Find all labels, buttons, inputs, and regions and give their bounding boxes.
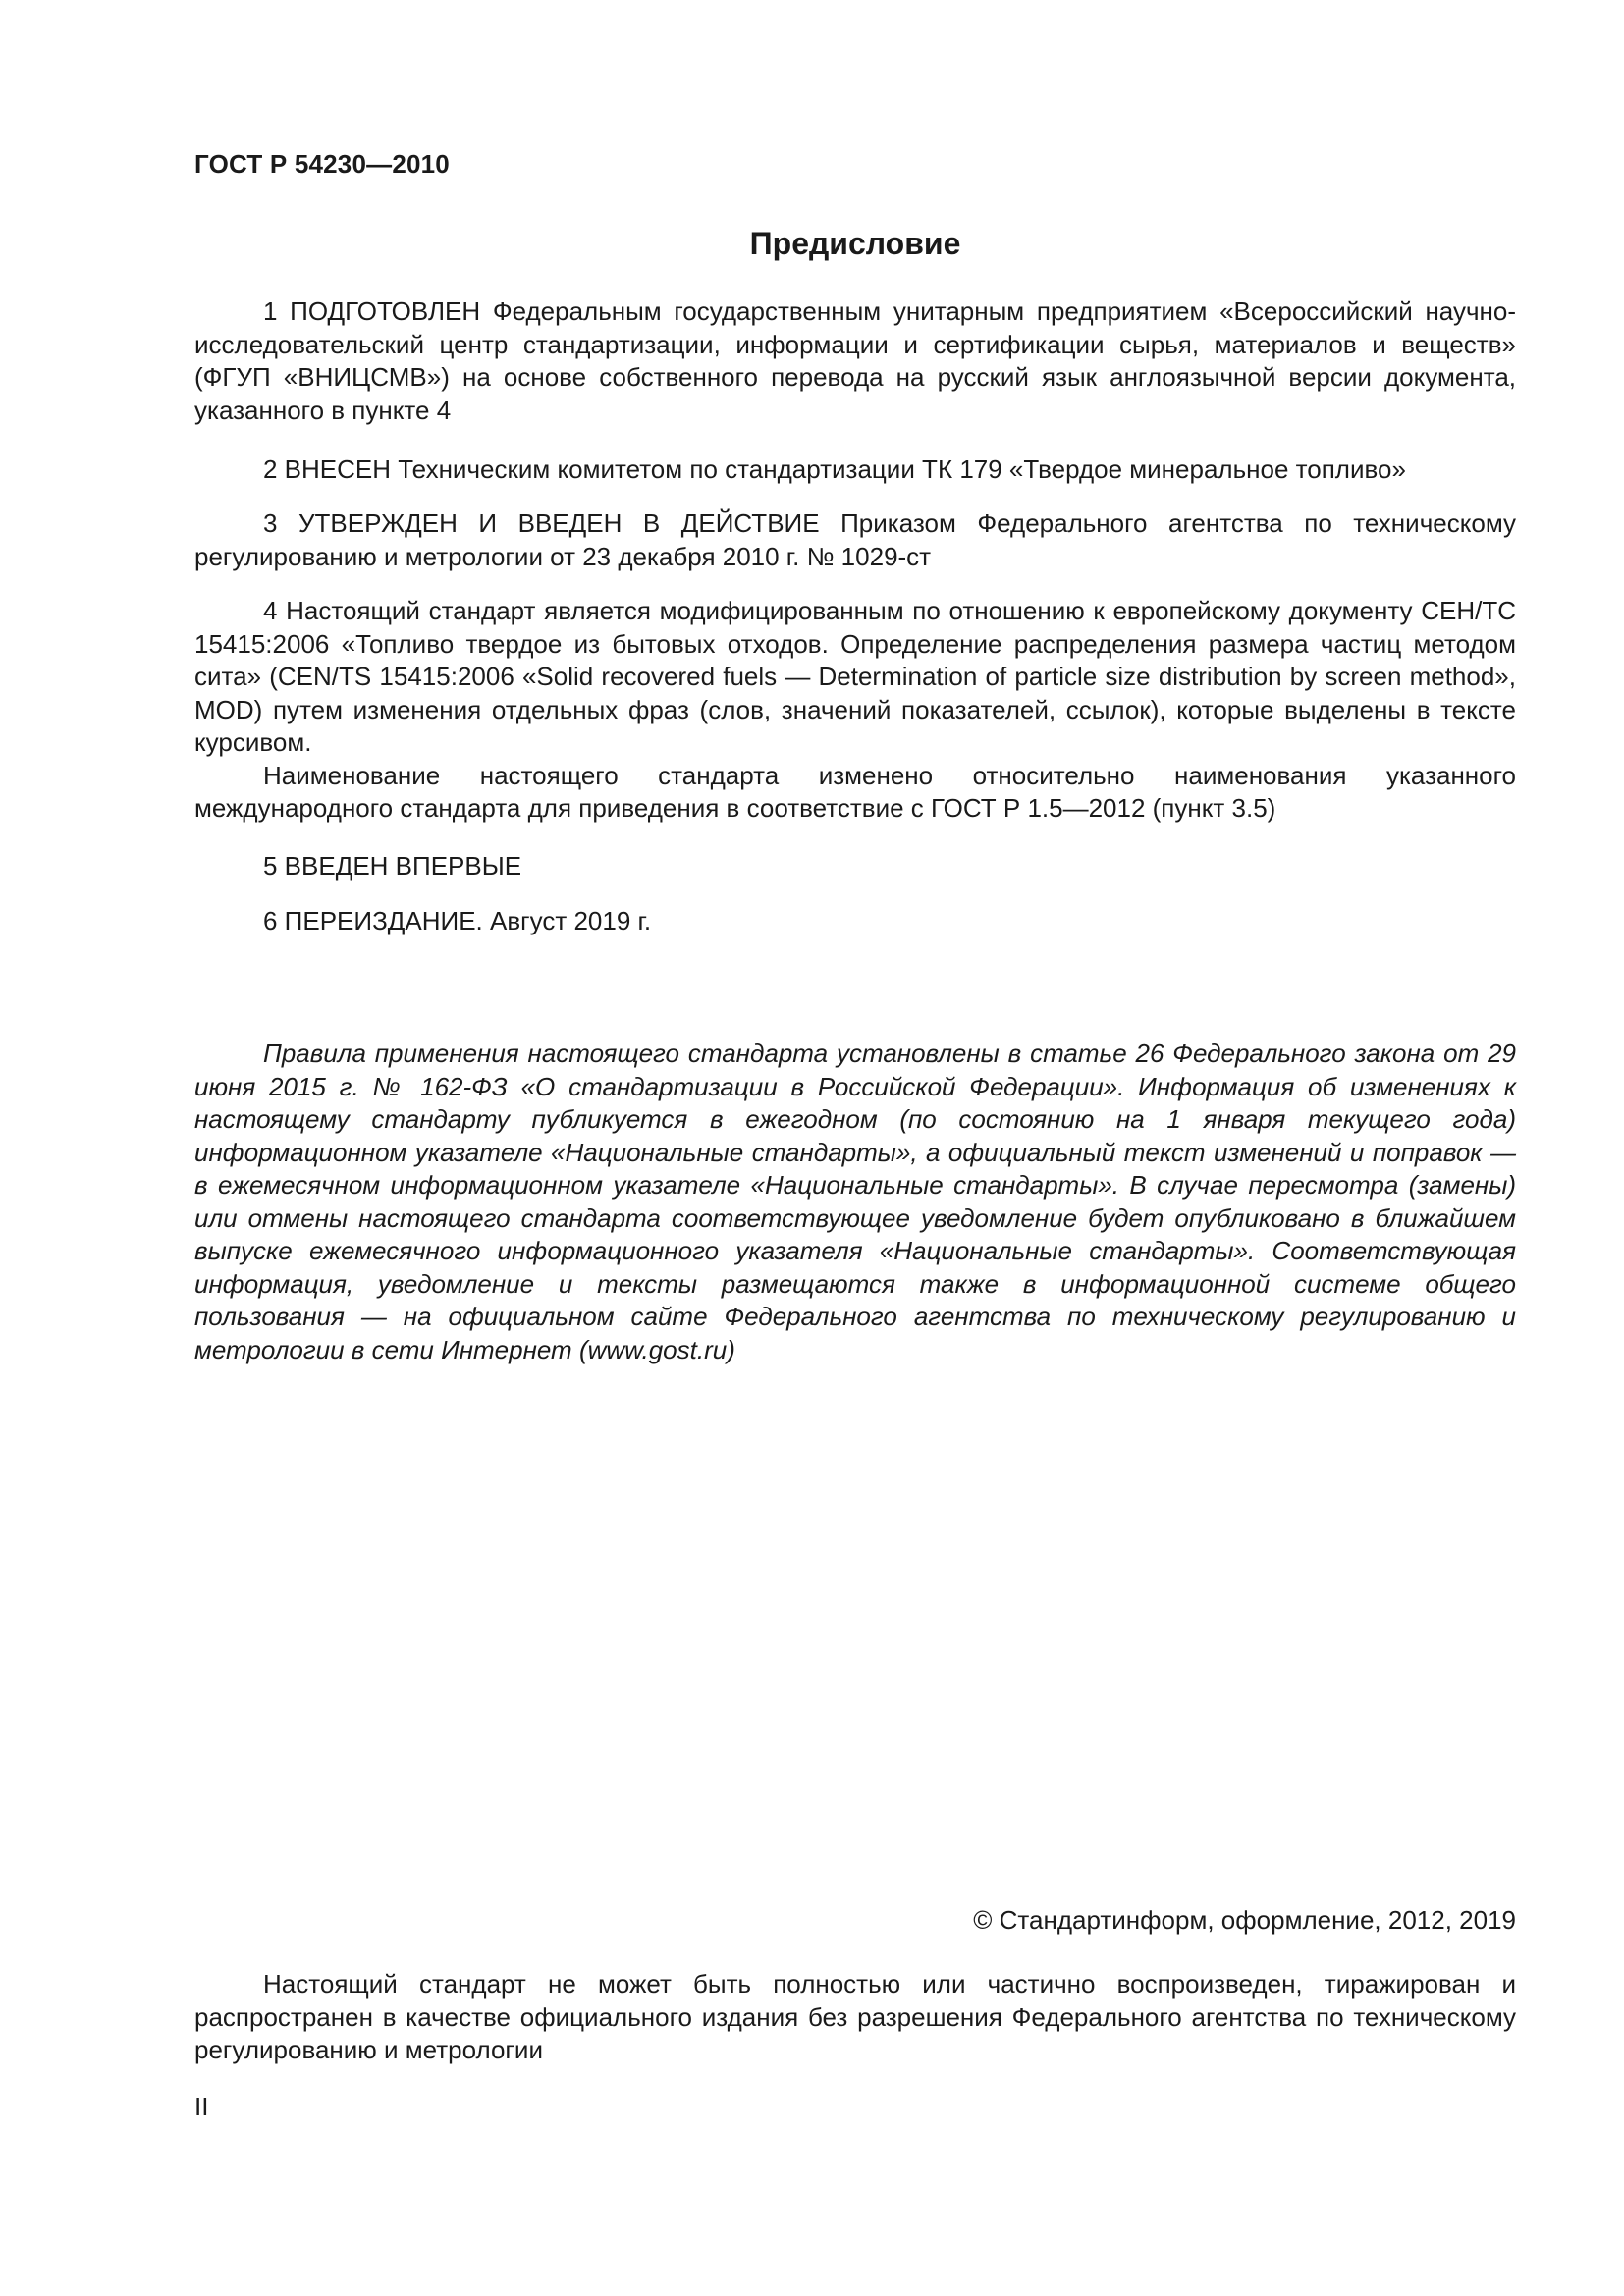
page-title: Предисловие <box>749 226 961 261</box>
foreword-item-6 <box>194 905 1516 938</box>
foreword-item-3 <box>194 507 1516 573</box>
foreword-paragraph-continuation: Наименование настоящего стандарта изменено относительно наименования указанного международного стандарта для приведения в соответствие с ГОСТ Р 1.5—2012 (пункт 3.5) <box>194 760 1516 823</box>
reproduction-notice <box>194 1968 1516 2067</box>
foreword-paragraph: 1 ПОДГОТОВЛЕН Федеральным государственным унитарным предприятием «Всероссийский научно-исследовательский центр стандартизации, информации и сертификации сырья, материалов и веществ» (ФГУП «ВНИЦСМВ») на основе собственного перевода на русский язык англоязычной версии документа, указанного в пункте 4 <box>194 296 1516 425</box>
document-code: ГОСТ Р 54230—2010 <box>194 149 450 179</box>
foreword-paragraph: 3 УТВЕРЖДЕН И ВВЕДЕН В ДЕЙСТВИЕ Приказом Федерального агентства по техническому регулированию и метрологии от 23 декабря 2010 г. № 1029-ст <box>194 508 1516 571</box>
foreword-item-5 <box>194 850 1516 883</box>
foreword-paragraph: 4 Настоящий стандарт является модифицированным по отношению к европейскому документу СЕН/ТС 15415:2006 «Топливо твердое из бытовых отходов. Определение распределения размера частиц методом сита» (CEN/TS 15415:2006 «Solid recovered fuels — Determination of particle size distribution by screen method», MOD) путем изменения отдельных фраз (слов, значений показателей, ссылок), которые выделены в тексте курсивом. <box>194 596 1516 757</box>
foreword-item-1 <box>194 295 1516 427</box>
foreword-item-2 <box>194 454 1516 487</box>
foreword-item-4 <box>194 595 1516 826</box>
foreword-paragraph: 2 ВНЕСЕН Техническим комитетом по стандартизации ТК 179 «Твердое минеральное топливо» <box>263 454 1406 484</box>
copyright-line: © Стандартинформ, оформление, 2012, 2019 <box>973 1905 1516 1935</box>
foreword-paragraph: 5 ВВЕДЕН ВПЕРВЫЕ <box>263 851 522 881</box>
rules-notice <box>194 1038 1516 1366</box>
rules-notice-text: Правила применения настоящего стандарта установлены в статье 26 Федерального закона от 29 июня 2015 г. № 162-ФЗ «О стандартизации в Российской Федерации». Информация об изменениях к настоящему стандарту публикуется в ежегодном (по состоянию на 1 января текущего года) информационном указателе «Национальные стандарты», а официальный текст изменений и поправок — в ежемесячном информационном указателе «Национальные стандарты». В случае пересмотра (замены) или отмены настоящего стандарта соответствующее уведомление будет опубликовано в ближайшем выпуске ежемесячного информационного указателя «Национальные стандарты». Соответствующая информация, уведомление и тексты размещаются также в информационной системе общего пользования — на официальном сайте Федерального агентства по техническому регулированию и метрологии в сети Интернет (www.gost.ru) <box>194 1039 1516 1364</box>
foreword-paragraph: 6 ПЕРЕИЗДАНИЕ. Август 2019 г. <box>263 906 652 935</box>
page-number: II <box>194 2092 209 2121</box>
reproduction-notice-text: Настоящий стандарт не может быть полностью или частично воспроизведен, тиражирован и распространен в качестве официального издания без разрешения Федерального агентства по техническому регулированию и метрологии <box>194 1969 1516 2064</box>
